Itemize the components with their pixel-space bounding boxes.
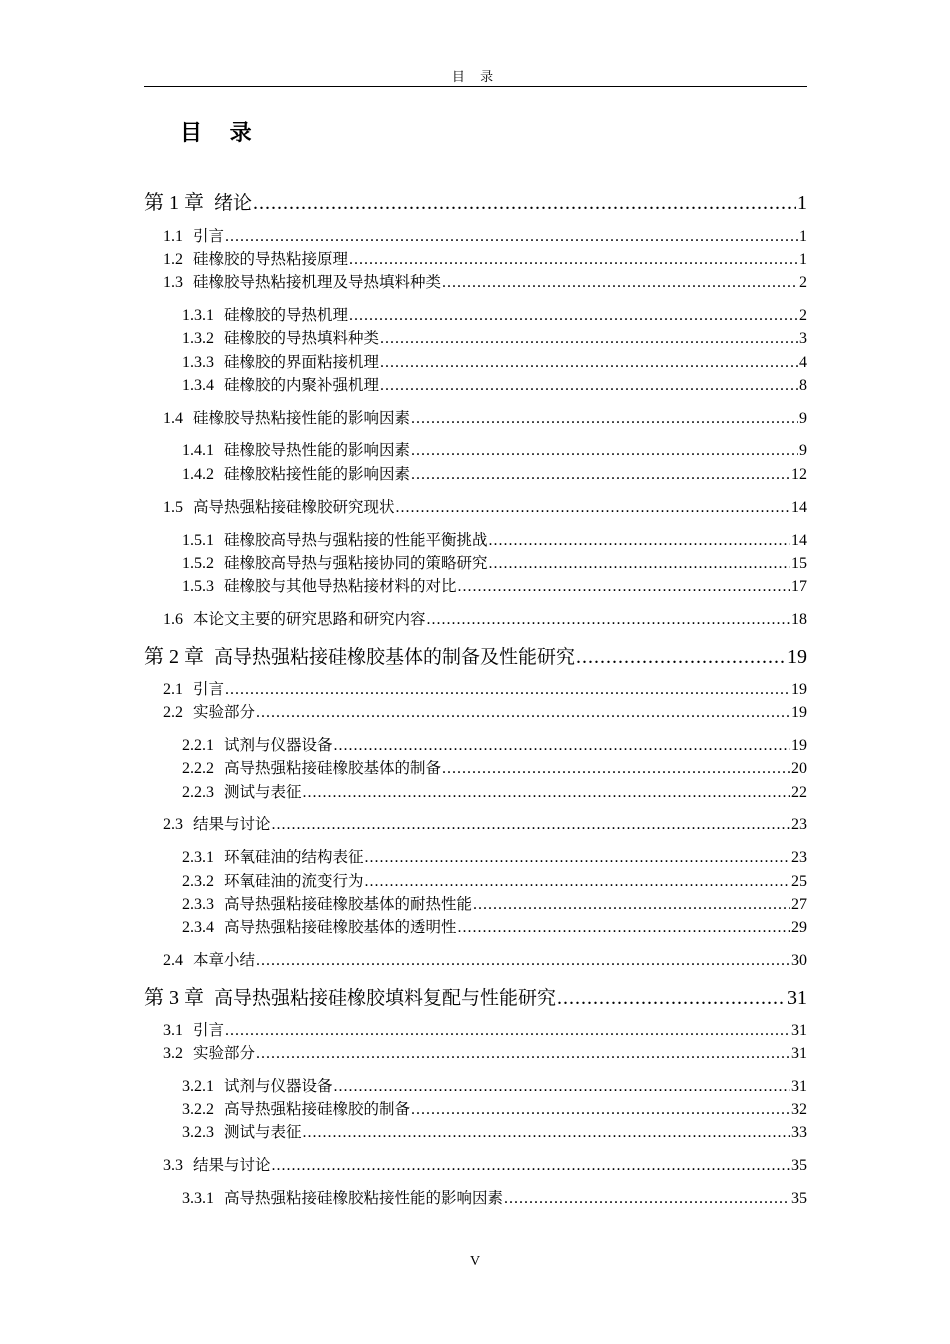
toc-leader-dots [576, 646, 786, 669]
toc-entry[interactable] [182, 1097, 807, 1119]
toc-entry-number: 1.4 [163, 410, 183, 427]
toc-entry-number: 3.2 [163, 1045, 183, 1062]
toc-leader-dots [504, 1190, 790, 1208]
toc-entry-number: 1.5.2 [182, 555, 214, 572]
toc-entry-page: 19 [787, 646, 807, 668]
toc-entry-number: 2.3.4 [182, 919, 214, 936]
toc-entry[interactable] [163, 1153, 807, 1175]
toc-entry-number: 1.4.1 [182, 442, 214, 459]
toc-entry-title: 测试与表征 [224, 1123, 302, 1141]
toc-entry-number: 2.2.3 [182, 784, 214, 801]
toc-entry-page: 12 [791, 466, 807, 483]
toc-entry-page: 30 [791, 952, 807, 969]
toc-entry-title: 结果与讨论 [193, 815, 271, 833]
toc-entry-title: 硅橡胶导热粘接机理及导热填料种类 [193, 273, 442, 291]
toc-leader-dots [272, 1157, 790, 1175]
toc-entry-title: 环氧硅油的结构表征 [224, 848, 364, 866]
toc-entry-title: 试剂与仪器设备 [224, 1077, 333, 1095]
toc-entry-number: 2.3.2 [182, 873, 214, 890]
toc-entry[interactable] [144, 186, 807, 215]
toc-leader-dots [411, 466, 790, 484]
toc-entry-page: 29 [791, 919, 807, 936]
toc-entry[interactable] [163, 948, 807, 970]
toc-leader-dots [334, 737, 790, 755]
toc-entry[interactable] [144, 981, 807, 1010]
toc-entry-title: 实验部分 [193, 1044, 256, 1062]
toc-entry-number: 2.1 [163, 681, 183, 698]
toc-entry-title: 硅橡胶高导热与强粘接的性能平衡挑战 [224, 531, 488, 549]
toc-entry-title: 实验部分 [193, 703, 256, 721]
toc-entry-title: 硅橡胶的内聚补强机理 [224, 376, 380, 394]
toc-leader-dots [349, 251, 798, 269]
toc-leader-dots [253, 192, 796, 215]
toc-leader-dots [256, 1045, 790, 1063]
toc-entry-number: 第 1 章 [144, 192, 204, 214]
toc-entry-title: 硅橡胶导热粘接性能的影响因素 [193, 409, 411, 427]
toc-entry-page: 1 [797, 192, 807, 214]
toc-entry-title: 硅橡胶的导热机理 [224, 306, 349, 324]
toc-leader-dots [349, 307, 798, 325]
toc-entry-page: 31 [787, 987, 807, 1009]
toc-entry[interactable] [182, 733, 807, 755]
toc-entry-number: 第 3 章 [144, 987, 204, 1009]
toc-entry-title: 硅橡胶粘接性能的影响因素 [224, 465, 411, 483]
toc-entry-title: 本论文主要的研究思路和研究内容 [193, 610, 426, 628]
toc-entry[interactable] [182, 915, 807, 937]
toc-entry-title: 硅橡胶高导热与强粘接协同的策略研究 [224, 554, 488, 572]
toc-entry-number: 2.3.1 [182, 849, 214, 866]
toc-entry-page: 2 [799, 274, 807, 291]
toc-leader-dots [303, 784, 790, 802]
toc-entry-number: 1.6 [163, 611, 183, 628]
toc-entry-page: 1 [799, 251, 807, 268]
toc-entry[interactable] [182, 1074, 807, 1096]
toc-title: 目 录 [180, 121, 262, 146]
toc-leader-dots [334, 1078, 790, 1096]
toc-entry[interactable] [182, 350, 807, 372]
toc-entry-number: 1.3.4 [182, 377, 214, 394]
toc-entry-page: 35 [791, 1190, 807, 1207]
toc-entry-title: 高导热强粘接硅橡胶基体的制备 [224, 759, 442, 777]
toc-entry-number: 3.2.2 [182, 1101, 214, 1118]
toc-leader-dots [396, 499, 790, 517]
toc-leader-dots [411, 410, 798, 428]
toc-entry[interactable] [182, 551, 807, 573]
toc-entry-page: 23 [791, 849, 807, 866]
toc-entry[interactable] [182, 892, 807, 914]
toc-entry-title: 引言 [193, 1021, 225, 1039]
toc-entry[interactable] [163, 700, 807, 722]
toc-entry-page: 31 [791, 1022, 807, 1039]
toc-leader-dots [225, 681, 790, 699]
toc-entry[interactable] [182, 1120, 807, 1142]
toc-leader-dots [380, 377, 798, 395]
toc-entry-page: 3 [799, 330, 807, 347]
toc-entry-number: 1.3 [163, 274, 183, 291]
toc-entry-number: 2.4 [163, 952, 183, 969]
toc-entry[interactable] [182, 373, 807, 395]
toc-entry[interactable] [182, 303, 807, 325]
toc-entry[interactable] [182, 780, 807, 802]
toc-entry-page: 19 [791, 681, 807, 698]
toc-entry-number: 第 2 章 [144, 646, 204, 668]
toc-entry[interactable] [182, 574, 807, 596]
toc-entry-title: 引言 [193, 227, 225, 245]
toc-entry-number: 1.5.3 [182, 578, 214, 595]
toc-entry-number: 1.5.1 [182, 532, 214, 549]
toc-entry[interactable] [144, 640, 807, 669]
toc-entry-title: 环氧硅油的流变行为 [224, 872, 364, 890]
toc-entry-title: 高导热强粘接硅橡胶的制备 [224, 1100, 411, 1118]
toc-entry[interactable] [182, 869, 807, 891]
toc-entry-page: 35 [791, 1157, 807, 1174]
toc-entry[interactable] [163, 812, 807, 834]
toc-entry-page: 8 [799, 377, 807, 394]
toc-entry-page: 2 [799, 307, 807, 324]
toc-entry-number: 1.5 [163, 499, 183, 516]
toc-entry-page: 14 [791, 532, 807, 549]
toc-entry-number: 3.3 [163, 1157, 183, 1174]
page-number: V [469, 1254, 481, 1269]
toc-entry[interactable] [182, 438, 807, 460]
toc-leader-dots [411, 1101, 790, 1119]
toc-entry-page: 15 [791, 555, 807, 572]
toc-entry-page: 9 [799, 410, 807, 427]
toc-entry-page: 19 [791, 704, 807, 721]
toc-entry-number: 2.2.1 [182, 737, 214, 754]
toc-entry-number: 1.2 [163, 251, 183, 268]
toc-entry[interactable] [163, 270, 807, 292]
toc-entry-number: 3.2.1 [182, 1078, 214, 1095]
toc-entry[interactable] [182, 528, 807, 550]
toc-leader-dots [442, 274, 798, 292]
toc-entry-page: 4 [799, 354, 807, 371]
toc-entry-page: 22 [791, 784, 807, 801]
toc-entry-title: 硅橡胶导热性能的影响因素 [224, 441, 411, 459]
toc-leader-dots [458, 919, 790, 937]
running-header: 目 录 [144, 66, 807, 87]
toc-entry-number: 2.3 [163, 816, 183, 833]
toc-entry[interactable] [163, 495, 807, 517]
toc-entry[interactable] [182, 462, 807, 484]
toc-entry-title: 高导热强粘接硅橡胶填料复配与性能研究 [214, 987, 557, 1009]
toc-leader-dots [489, 555, 790, 573]
toc-leader-dots [380, 354, 798, 372]
toc-leader-dots [256, 704, 790, 722]
toc-entry[interactable] [163, 1041, 807, 1063]
toc-entry-page: 1 [799, 228, 807, 245]
toc-leader-dots [411, 442, 798, 460]
toc-leader-dots [380, 330, 798, 348]
toc-entry-page: 19 [791, 737, 807, 754]
toc-entry-title: 硅橡胶的导热粘接原理 [193, 250, 349, 268]
toc-entry[interactable] [163, 224, 807, 246]
toc-entry-number: 2.3.3 [182, 896, 214, 913]
toc-entry-number: 3.1 [163, 1022, 183, 1039]
toc-entry-title: 本章小结 [193, 951, 256, 969]
toc-entry-page: 32 [791, 1101, 807, 1118]
toc-entry[interactable] [163, 247, 807, 269]
toc-leader-dots [442, 760, 790, 778]
toc-entry[interactable] [182, 756, 807, 778]
toc-entry-title: 结果与讨论 [193, 1156, 271, 1174]
toc-entry[interactable] [182, 1186, 807, 1208]
toc-entry-number: 1.1 [163, 228, 183, 245]
toc-leader-dots [225, 1022, 790, 1040]
toc-entry-page: 25 [791, 873, 807, 890]
toc-entry-number: 1.4.2 [182, 466, 214, 483]
toc-leader-dots [458, 578, 790, 596]
toc-leader-dots [557, 987, 786, 1010]
toc-entry[interactable] [182, 326, 807, 348]
toc-entry-title: 硅橡胶的界面粘接机理 [224, 353, 380, 371]
toc-entry[interactable] [163, 406, 807, 428]
toc-entry-number: 3.3.1 [182, 1190, 214, 1207]
toc-leader-dots [272, 816, 790, 834]
toc-entry-page: 23 [791, 816, 807, 833]
toc-entry-page: 17 [791, 578, 807, 595]
toc-entry-title: 引言 [193, 680, 225, 698]
toc-entry-number: 1.3.3 [182, 354, 214, 371]
toc-entry-title: 高导热强粘接硅橡胶基体的耐热性能 [224, 895, 473, 913]
toc-entry[interactable] [163, 607, 807, 629]
toc-entry-number: 3.2.3 [182, 1124, 214, 1141]
toc-leader-dots [427, 611, 790, 629]
toc-entry-title: 高导热强粘接硅橡胶研究现状 [193, 498, 395, 516]
toc-entry-page: 14 [791, 499, 807, 516]
toc-leader-dots [489, 532, 790, 550]
toc-leader-dots [225, 228, 798, 246]
toc-leader-dots [256, 952, 790, 970]
toc-entry-page: 31 [791, 1078, 807, 1095]
toc-entry-number: 2.2 [163, 704, 183, 721]
toc-leader-dots [365, 849, 790, 867]
toc-entry-title: 绪论 [214, 192, 253, 214]
toc-entry-page: 20 [791, 760, 807, 777]
toc-leader-dots [303, 1124, 790, 1142]
toc-entry[interactable] [163, 677, 807, 699]
toc-entry-number: 1.3.2 [182, 330, 214, 347]
toc-entry-title: 高导热强粘接硅橡胶基体的透明性 [224, 918, 457, 936]
toc-entry-title: 硅橡胶与其他导热粘接材料的对比 [224, 577, 457, 595]
toc-entry-page: 18 [791, 611, 807, 628]
toc-entry-title: 试剂与仪器设备 [224, 736, 333, 754]
toc-entry-title: 硅橡胶的导热填料种类 [224, 329, 380, 347]
toc-entry-page: 27 [791, 896, 807, 913]
toc-leader-dots [473, 896, 790, 914]
toc-entry[interactable] [163, 1018, 807, 1040]
toc-entry-page: 9 [799, 442, 807, 459]
toc-entry-number: 2.2.2 [182, 760, 214, 777]
toc-entry-title: 测试与表征 [224, 783, 302, 801]
toc-leader-dots [365, 873, 790, 891]
toc-entry-page: 33 [791, 1124, 807, 1141]
toc-entry-page: 31 [791, 1045, 807, 1062]
toc-entry-title: 高导热强粘接硅橡胶基体的制备及性能研究 [214, 646, 576, 668]
toc-entry-title: 高导热强粘接硅橡胶粘接性能的影响因素 [224, 1189, 504, 1207]
toc-entry[interactable] [182, 845, 807, 867]
toc-entry-number: 1.3.1 [182, 307, 214, 324]
